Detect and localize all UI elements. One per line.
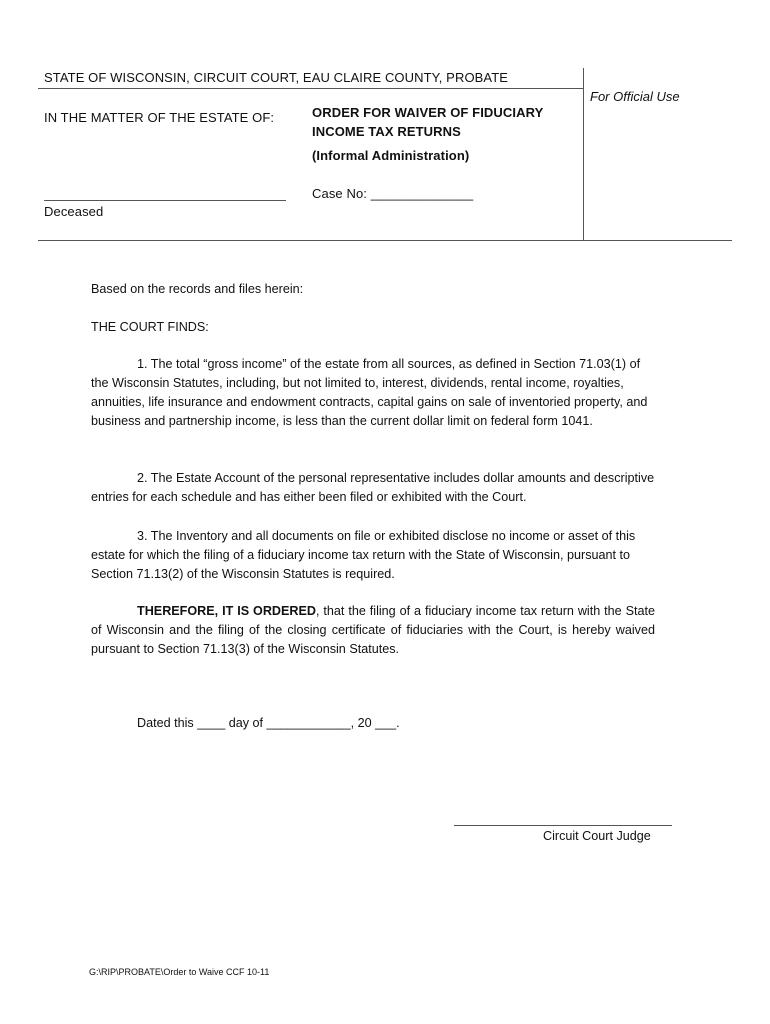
- header-bottom-rule: [38, 240, 732, 241]
- deceased-label: Deceased: [44, 204, 104, 219]
- order-paragraph: [91, 602, 655, 659]
- document-subtitle: (Informal Administration): [312, 148, 470, 163]
- file-path-footer: G:\RIP\PROBATE\Order to Waive CCF 10-11: [89, 967, 270, 977]
- document-title-line2: INCOME TAX RETURNS: [312, 124, 461, 139]
- finding-2: 2. The Estate Account of the personal representative includes dollar amounts and descriptive entries for each schedule and has either been filed or exhibited with the Court.: [91, 471, 655, 504]
- official-use-divider: [583, 68, 584, 241]
- intro-text: Based on the records and files herein:: [91, 282, 304, 296]
- judge-label: Circuit Court Judge: [543, 829, 651, 843]
- header-top-rule: [38, 88, 584, 89]
- finding-1: 1. The total “gross income” of the estate from all sources, as defined in Section 71.03(1) of the Wisconsin Statutes, including, but not limited to, interest, dividends, rental income, royalties, annuities, life insurance and endowment contracts, capital gains on sale of inventoried property, and business and partnership income, is less than the current dollar limit on federal form 1041.: [91, 357, 648, 428]
- decedent-name-line: [44, 200, 286, 201]
- official-use-label: For Official Use: [590, 89, 680, 104]
- case-number-field: Case No: ______________: [312, 186, 474, 201]
- document-title-line1: ORDER FOR WAIVER OF FIDUCIARY: [312, 105, 544, 120]
- finding-3: 3. The Inventory and all documents on file or exhibited disclose no income or asset of this estate for which the filing of a fiduciary income tax return with the State of Wisconsin, pursuant to Section 71.13(2) of the Wisconsin Statutes is required.: [91, 529, 636, 581]
- dated-line: Dated this ____ day of ____________, 20 ___.: [137, 716, 400, 730]
- court-finds-heading: THE COURT FINDS:: [91, 320, 209, 334]
- order-lead: THEREFORE, IT IS ORDERED: [137, 604, 316, 618]
- court-caption: STATE OF WISCONSIN, CIRCUIT COURT, EAU CLAIRE COUNTY, PROBATE: [44, 70, 509, 85]
- estate-matter-label: IN THE MATTER OF THE ESTATE OF:: [44, 110, 275, 125]
- order-text: , that the filing of a fiduciary income tax return with the State of Wisconsin and the filing of the closing certificate of fiduciaries with the Court, is hereby waived pursuant to Section 71.13(3) of the Wisconsin Statutes.: [91, 604, 655, 656]
- judge-signature-line: [454, 825, 672, 826]
